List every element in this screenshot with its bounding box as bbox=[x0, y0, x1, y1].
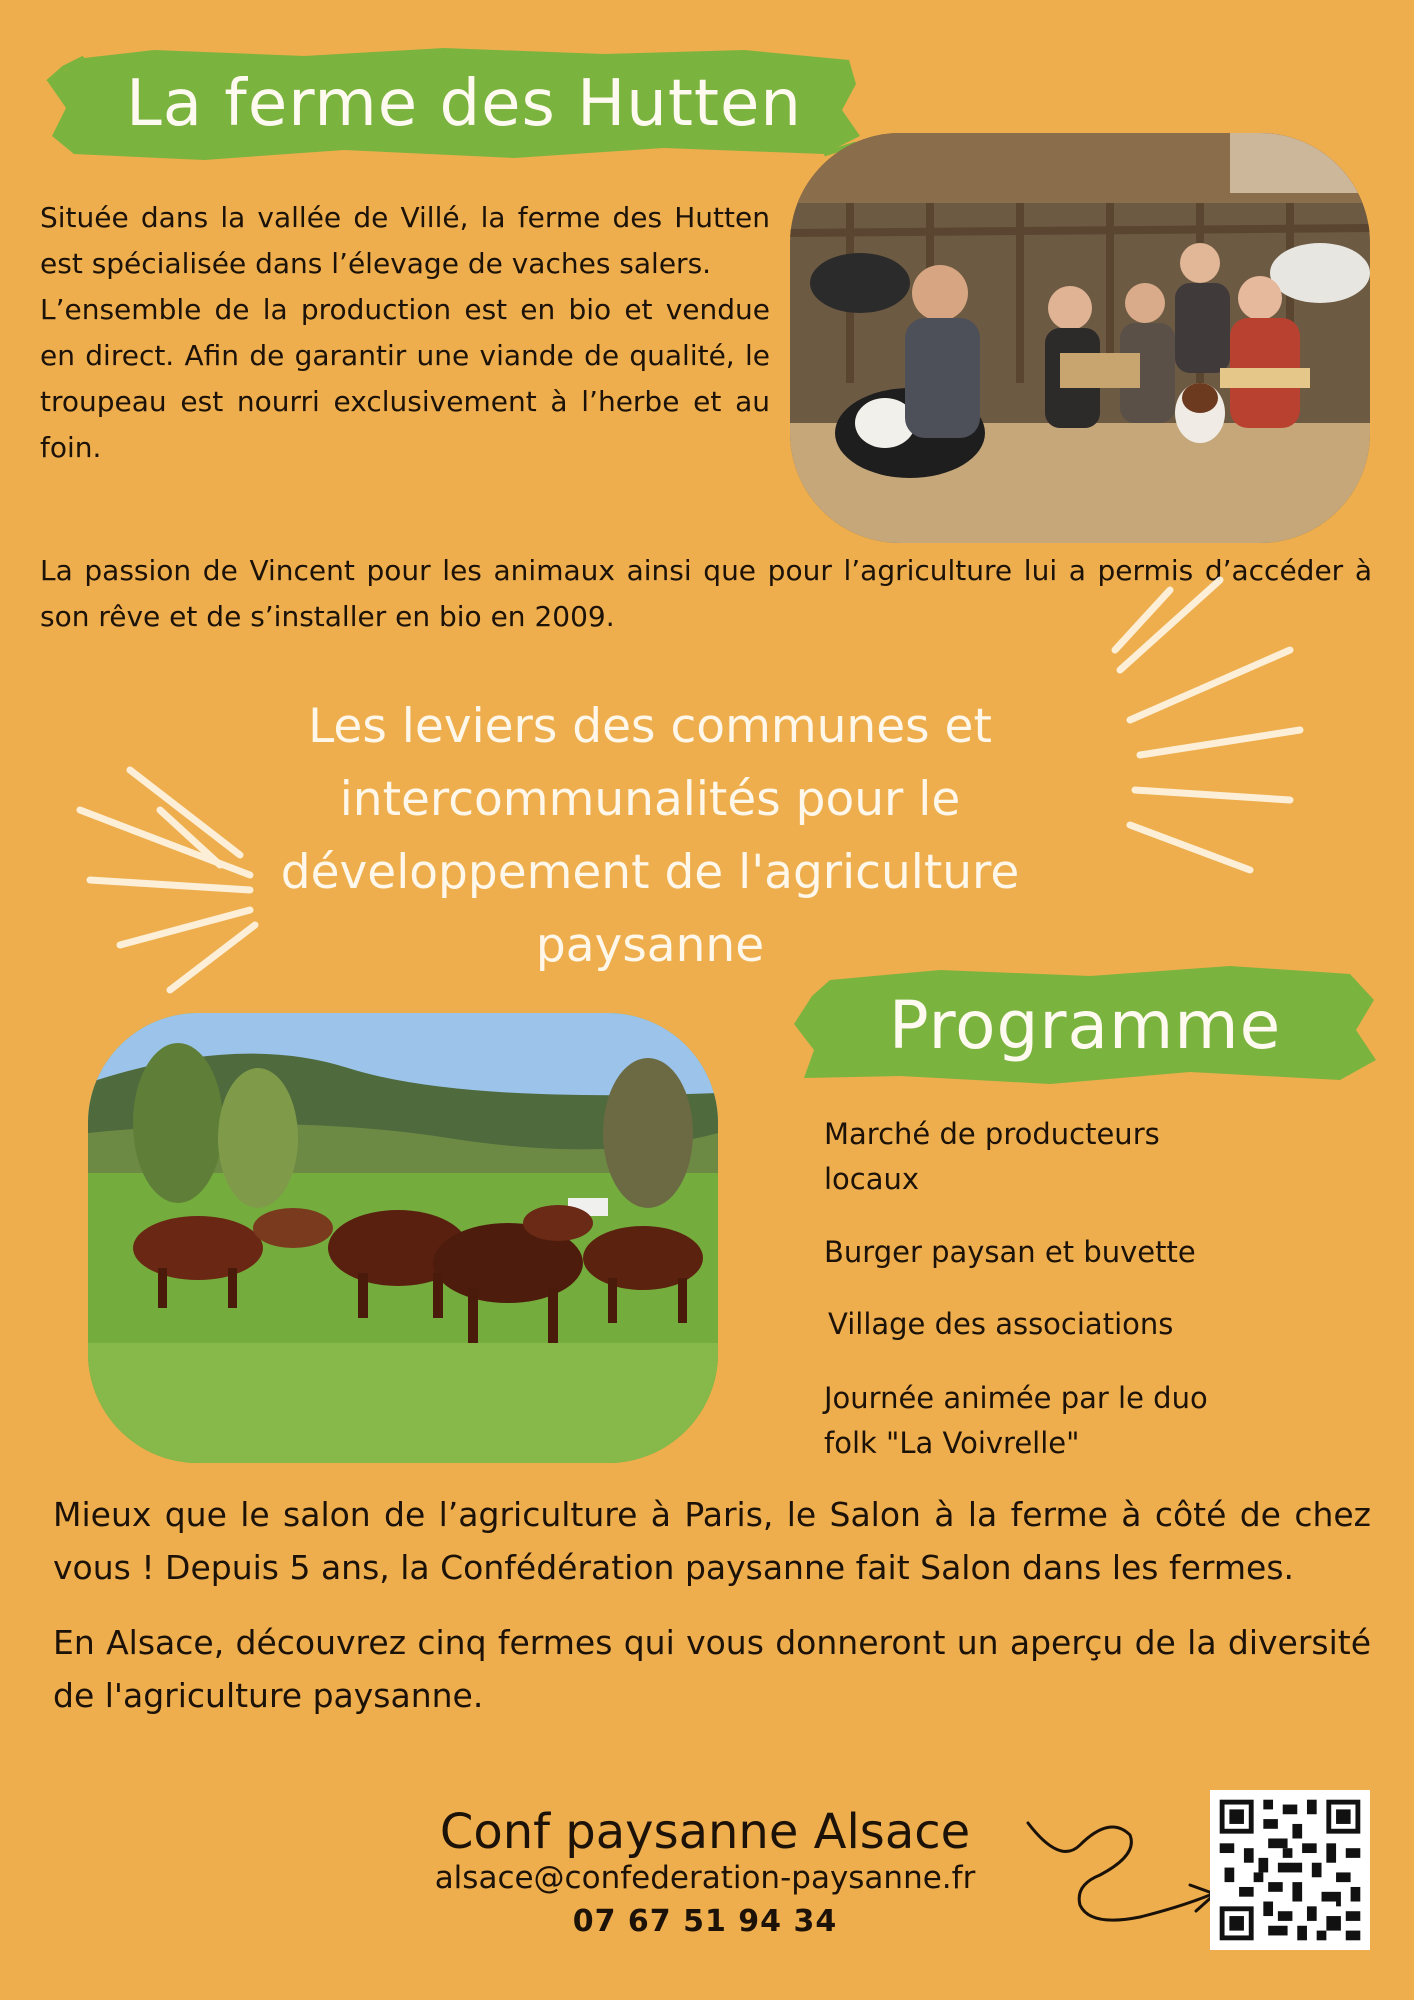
contact-phone: 07 67 51 94 34 bbox=[572, 1904, 838, 1939]
farm-passion: La passion de Vincent pour les animaux ainsi que pour l’agriculture lui a permis d’accéder à son rêve et de s’installer en bio en 2009. bbox=[40, 554, 1372, 633]
programme-item-3-line-1: Village des associations bbox=[828, 1307, 1174, 1341]
programme-item-4-line-1: Journée animée par le duo bbox=[824, 1381, 1208, 1415]
subtitle-line-3: développement de l'agriculture bbox=[280, 845, 1020, 900]
programme-banner bbox=[790, 960, 1380, 1090]
sparkle-rays-right bbox=[1100, 570, 1320, 900]
subtitle-line-2: intercommunalités pour le bbox=[339, 772, 961, 827]
programme-title: Programme bbox=[888, 986, 1282, 1064]
farm-production: L’ensemble de la production est en bio et vendue en direct. Afin de garantir une viande de qualité, le troupeau est nourri exclusivement à l’herbe et au foin. bbox=[40, 293, 770, 464]
contact-email[interactable]: alsace@confederation-paysanne.fr bbox=[434, 1860, 976, 1896]
cattle-pasture-photo bbox=[88, 1013, 718, 1463]
programme-item-1-line-2: locaux bbox=[824, 1162, 920, 1196]
farm-title-banner bbox=[44, 44, 864, 164]
programme-item-3 bbox=[828, 1302, 1328, 1347]
programme-item-4-line-2: folk "La Voivrelle" bbox=[824, 1426, 1080, 1460]
farm-intro: Située dans la vallée de Villé, la ferme des Hutten est spécialisée dans l’élevage de vaches salers. bbox=[40, 201, 770, 280]
programme-item-1 bbox=[824, 1112, 1324, 1202]
qr-code[interactable] bbox=[1210, 1790, 1370, 1950]
subtitle-line-1: Les leviers des communes et bbox=[308, 699, 992, 754]
curly-arrow-icon bbox=[1020, 1805, 1230, 1935]
salon-paragraph-1: Mieux que le salon de l’agriculture à Paris, le Salon à la ferme à côté de chez vous ! Depuis 5 ans, la Confédération paysanne fait Salon dans les fermes. bbox=[53, 1495, 1371, 1587]
programme-item-2 bbox=[824, 1230, 1324, 1275]
programme-item-4 bbox=[824, 1376, 1344, 1466]
programme-item-1-line-1: Marché de producteurs bbox=[824, 1117, 1160, 1151]
farm-team-photo bbox=[790, 133, 1370, 543]
contact-name: Conf paysanne Alsace bbox=[439, 1804, 971, 1860]
programme-item-2-line-1: Burger paysan et buvette bbox=[824, 1235, 1196, 1269]
farm-title: La ferme des Hutten bbox=[126, 67, 802, 141]
subtitle-line-4: paysanne bbox=[535, 918, 765, 973]
salon-paragraph-2: En Alsace, découvrez cinq fermes qui vous donneront un aperçu de la diversité de l'agriculture paysanne. bbox=[53, 1623, 1371, 1715]
